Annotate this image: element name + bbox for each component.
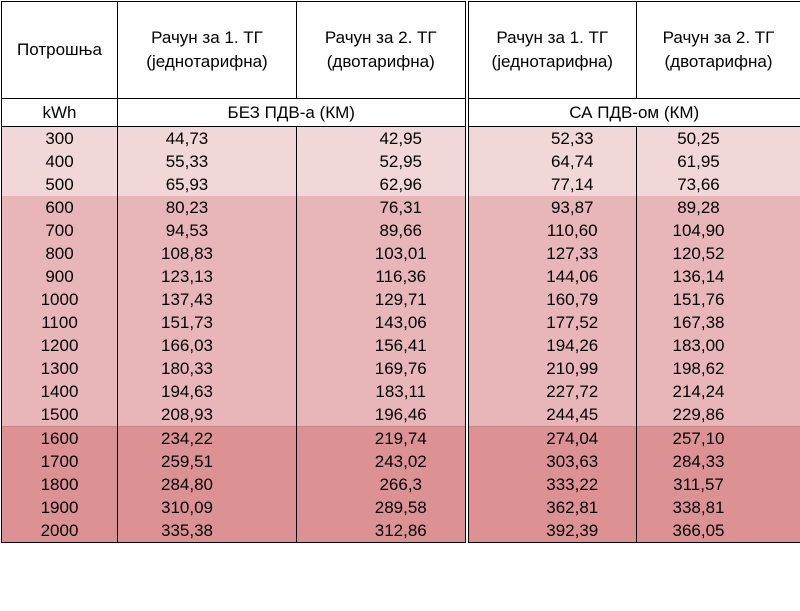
table-row [2,196,800,219]
no-vat-dual-tariff-cell: 76,31 [297,196,467,219]
no-vat-single-tariff-cell: 151,73 [118,311,297,334]
vat-dual-tariff-cell: 104,90 [637,219,800,242]
vat-single-tariff-cell: 333,22 [467,473,637,496]
vat-dual-tariff-cell: 257,10 [637,427,800,451]
no-vat-single-tariff-cell: 284,80 [118,473,297,496]
no-vat-dual-tariff-cell: 42,95 [297,127,467,151]
no-vat-single-tariff-cell: 123,13 [118,265,297,288]
kwh-cell: 1000 [2,288,118,311]
header-col2: Рачун за 2. ТГ (двотарифна) [297,2,467,99]
no-vat-single-tariff-cell: 259,51 [118,450,297,473]
no-vat-dual-tariff-cell: 169,76 [297,357,467,380]
kwh-cell: 500 [2,173,118,196]
no-vat-single-tariff-cell: 234,22 [118,427,297,451]
vat-dual-tariff-cell: 183,00 [637,334,800,357]
table-row [2,403,800,427]
no-vat-single-tariff-cell: 44,73 [118,127,297,151]
group-without-vat: БЕЗ ПДВ-а (КМ) [118,99,467,127]
kwh-cell: 1100 [2,311,118,334]
no-vat-dual-tariff-cell: 156,41 [297,334,467,357]
vat-dual-tariff-cell: 284,33 [637,450,800,473]
vat-single-tariff-cell: 274,04 [467,427,637,451]
vat-single-tariff-cell: 127,33 [467,242,637,265]
vat-dual-tariff-cell: 50,25 [637,127,800,151]
no-vat-dual-tariff-cell: 196,46 [297,403,467,427]
vat-single-tariff-cell: 210,99 [467,357,637,380]
no-vat-single-tariff-cell: 94,53 [118,219,297,242]
no-vat-dual-tariff-cell: 62,96 [297,173,467,196]
vat-single-tariff-cell: 362,81 [467,496,637,519]
kwh-cell: 300 [2,127,118,151]
kwh-cell: 700 [2,219,118,242]
vat-dual-tariff-cell: 167,38 [637,311,800,334]
no-vat-single-tariff-cell: 194,63 [118,380,297,403]
kwh-cell: 1400 [2,380,118,403]
kwh-cell: 400 [2,150,118,173]
kwh-cell: 1300 [2,357,118,380]
table-row [2,127,800,151]
table-row [2,173,800,196]
vat-dual-tariff-cell: 61,95 [637,150,800,173]
table-row [2,519,800,543]
no-vat-dual-tariff-cell: 219,74 [297,427,467,451]
table-row [2,334,800,357]
vat-dual-tariff-cell: 366,05 [637,519,800,543]
vat-dual-tariff-cell: 311,57 [637,473,800,496]
tariff-table [1,1,800,543]
header-col3: Рачун за 1. ТГ (једнотарифна) [467,2,637,99]
unit-kwh: kWh [2,99,118,127]
table-row [2,311,800,334]
no-vat-dual-tariff-cell: 266,3 [297,473,467,496]
table-row [2,380,800,403]
vat-dual-tariff-cell: 136,14 [637,265,800,288]
header-col1: Рачун за 1. ТГ (једнотарифна) [118,2,297,99]
no-vat-single-tariff-cell: 65,93 [118,173,297,196]
unit-row [2,99,800,127]
vat-single-tariff-cell: 110,60 [467,219,637,242]
table-body [2,127,800,543]
vat-single-tariff-cell: 177,52 [467,311,637,334]
kwh-cell: 600 [2,196,118,219]
no-vat-single-tariff-cell: 55,33 [118,150,297,173]
no-vat-single-tariff-cell: 108,83 [118,242,297,265]
table-row [2,242,800,265]
vat-dual-tariff-cell: 229,86 [637,403,800,427]
vat-single-tariff-cell: 392,39 [467,519,637,543]
vat-single-tariff-cell: 194,26 [467,334,637,357]
vat-dual-tariff-cell: 338,81 [637,496,800,519]
table-row [2,450,800,473]
vat-dual-tariff-cell: 73,66 [637,173,800,196]
table-row [2,150,800,173]
no-vat-dual-tariff-cell: 52,95 [297,150,467,173]
no-vat-single-tariff-cell: 310,09 [118,496,297,519]
kwh-cell: 900 [2,265,118,288]
no-vat-dual-tariff-cell: 143,06 [297,311,467,334]
table-row [2,496,800,519]
no-vat-dual-tariff-cell: 183,11 [297,380,467,403]
vat-single-tariff-cell: 144,06 [467,265,637,288]
no-vat-dual-tariff-cell: 89,66 [297,219,467,242]
vat-single-tariff-cell: 160,79 [467,288,637,311]
table-row [2,427,800,451]
no-vat-dual-tariff-cell: 243,02 [297,450,467,473]
no-vat-dual-tariff-cell: 312,86 [297,519,467,543]
vat-dual-tariff-cell: 214,24 [637,380,800,403]
vat-single-tariff-cell: 244,45 [467,403,637,427]
vat-single-tariff-cell: 303,63 [467,450,637,473]
no-vat-single-tariff-cell: 208,93 [118,403,297,427]
no-vat-dual-tariff-cell: 289,58 [297,496,467,519]
table-row [2,265,800,288]
vat-dual-tariff-cell: 120,52 [637,242,800,265]
vat-single-tariff-cell: 93,87 [467,196,637,219]
header-consumption: Потрошња [2,2,118,99]
no-vat-single-tariff-cell: 335,38 [118,519,297,543]
no-vat-single-tariff-cell: 180,33 [118,357,297,380]
group-with-vat: СА ПДВ-ом (КМ) [467,99,800,127]
table-row [2,288,800,311]
no-vat-dual-tariff-cell: 116,36 [297,265,467,288]
kwh-cell: 1900 [2,496,118,519]
vat-single-tariff-cell: 227,72 [467,380,637,403]
kwh-cell: 1600 [2,427,118,451]
kwh-cell: 2000 [2,519,118,543]
header-col4: Рачун за 2. ТГ (двотарифна) [637,2,800,99]
vat-single-tariff-cell: 52,33 [467,127,637,151]
vat-single-tariff-cell: 64,74 [467,150,637,173]
kwh-cell: 1500 [2,403,118,427]
no-vat-single-tariff-cell: 137,43 [118,288,297,311]
no-vat-single-tariff-cell: 166,03 [118,334,297,357]
kwh-cell: 1700 [2,450,118,473]
kwh-cell: 800 [2,242,118,265]
table-row [2,357,800,380]
header-row [2,2,800,99]
kwh-cell: 1200 [2,334,118,357]
table-row [2,219,800,242]
vat-dual-tariff-cell: 198,62 [637,357,800,380]
table-row [2,473,800,496]
vat-dual-tariff-cell: 151,76 [637,288,800,311]
vat-single-tariff-cell: 77,14 [467,173,637,196]
no-vat-dual-tariff-cell: 103,01 [297,242,467,265]
kwh-cell: 1800 [2,473,118,496]
vat-dual-tariff-cell: 89,28 [637,196,800,219]
no-vat-single-tariff-cell: 80,23 [118,196,297,219]
no-vat-dual-tariff-cell: 129,71 [297,288,467,311]
